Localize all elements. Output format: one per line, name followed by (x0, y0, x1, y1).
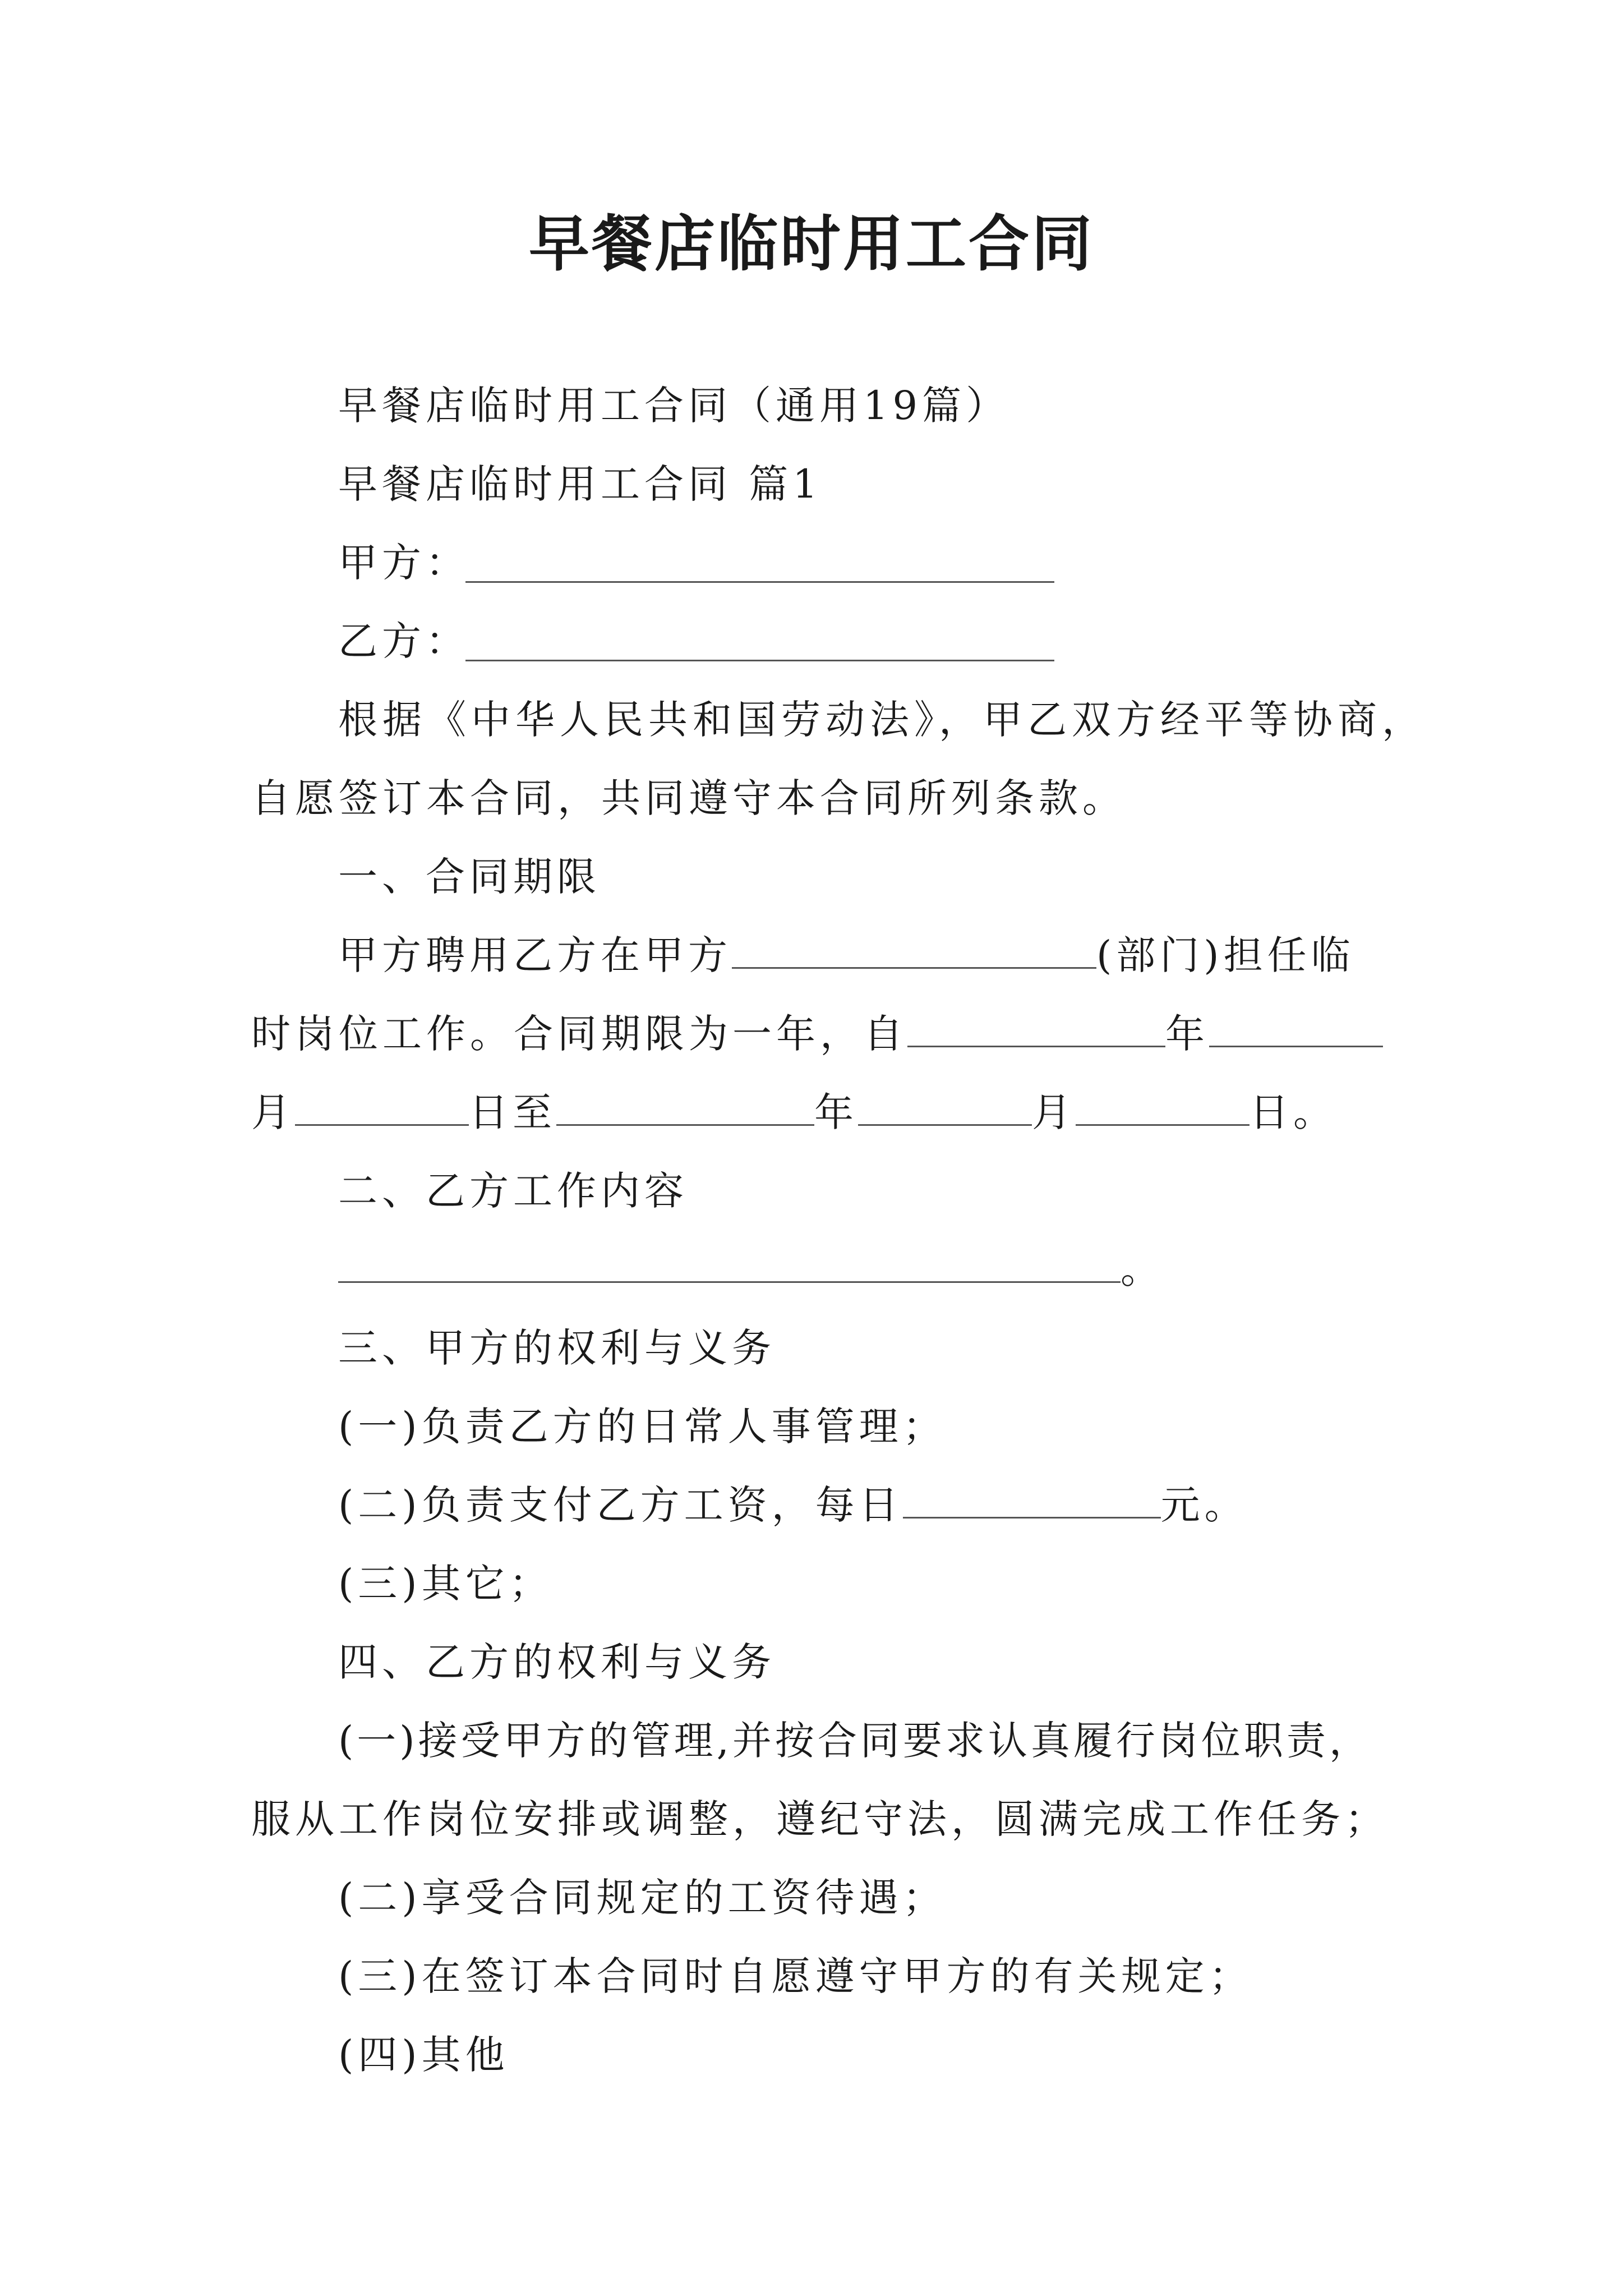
party-a-blank (465, 581, 1054, 583)
section1-heading: 一、合同期限 (338, 854, 601, 900)
section1-year-label: 年 (1165, 1011, 1209, 1057)
start-year-blank (907, 1014, 1165, 1047)
section4-item-1-line-2: 服从工作岗位安排或调整，遵纪守法，圆满完成工作任务； (251, 1796, 1389, 1842)
section3-heading: 三、甲方的权利与义务 (338, 1325, 776, 1371)
section1-end-month-label: 月 (1032, 1089, 1076, 1135)
start-month-blank (1209, 1014, 1383, 1047)
section1-to-label: 日至 (469, 1089, 556, 1135)
part-heading: 早餐店临时用工合同 篇1 (338, 461, 822, 507)
end-day-blank (1076, 1093, 1249, 1126)
section3-item-2-text: (二)负责支付乙方工资，每日 (338, 1482, 903, 1528)
section1-month-label: 月 (251, 1089, 295, 1135)
section3-item-2-unit: 元。 (1160, 1482, 1248, 1528)
section4-item-3: (三)在签订本合同时自愿遵守甲方的有关规定； (338, 1953, 1253, 1999)
section1-end-day-label: 日。 (1249, 1089, 1337, 1135)
section3-item-2 (338, 1482, 1248, 1528)
daily-wage-blank (903, 1485, 1161, 1519)
section3-item-3: (三)其它； (338, 1561, 553, 1607)
section3-item-1: (一)负责乙方的日常人事管理； (338, 1404, 947, 1450)
intro-line-2: 自愿签订本合同，共同遵守本合同所列条款。 (251, 775, 1126, 821)
document-title: 早餐店临时用工合同 (528, 209, 1094, 279)
section4-item-4: (四)其他 (338, 2032, 509, 2078)
end-year-blank (556, 1093, 814, 1126)
section2-heading: 二、乙方工作内容 (338, 1168, 688, 1214)
section1-line-2 (251, 1011, 1383, 1057)
intro-line-1: 根据《中华人民共和国劳动法》，甲乙双方经平等协商， (338, 697, 1426, 743)
section4-item-1-line-1: (一)接受甲方的管理,并按合同要求认真履行岗位职责， (338, 1718, 1372, 1764)
work-content-blank (338, 1250, 1121, 1283)
section1-line-1 (338, 932, 1355, 978)
department-blank (732, 936, 1096, 969)
section1-text-a: 甲方聘用乙方在甲方 (338, 932, 732, 978)
section1-text-b: (部门)担任临 (1096, 932, 1355, 978)
section1-end-year-label: 年 (814, 1089, 858, 1135)
section2-content-line (338, 1246, 1164, 1292)
section2-end-mark: 。 (1121, 1246, 1164, 1292)
section1-line-3 (251, 1089, 1337, 1135)
party-b-blank (465, 660, 1054, 661)
section4-heading: 四、乙方的权利与义务 (338, 1639, 776, 1685)
section1-text-c: 时岗位工作。合同期限为一年，自 (251, 1011, 907, 1057)
subtitle: 早餐店临时用工合同（通用19篇） (338, 383, 1010, 429)
start-day-blank (295, 1093, 469, 1126)
end-month-blank (858, 1093, 1032, 1126)
section4-item-2: (二)享受合同规定的工资待遇； (338, 1875, 947, 1921)
party-b-label: 乙方： (338, 618, 469, 664)
party-a-label: 甲方： (338, 540, 469, 586)
